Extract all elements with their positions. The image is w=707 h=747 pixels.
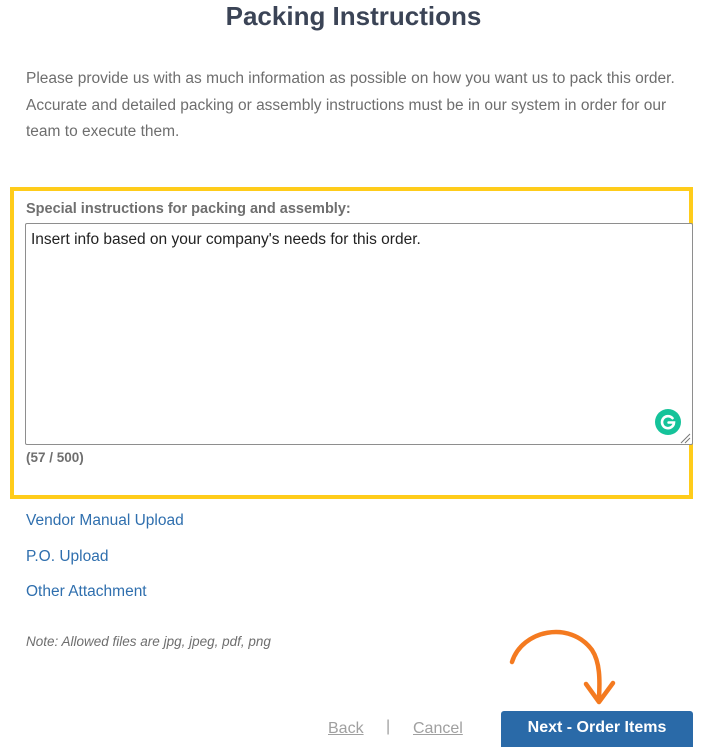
link-separator: | [386,718,391,735]
other-attachment-link[interactable]: Other Attachment [26,583,147,600]
resize-handle-icon[interactable] [679,431,691,443]
page-title: Packing Instructions [225,1,482,31]
instructions-textarea[interactable] [25,223,693,445]
curved-arrow-icon [500,620,640,710]
grammarly-icon[interactable] [655,409,681,435]
instructions-label: Special instructions for packing and assembly: [26,201,351,217]
character-counter: (57 / 500) [26,450,84,465]
next-order-items-button[interactable]: Next - Order Items [501,711,693,747]
vendor-manual-upload-link[interactable]: Vendor Manual Upload [26,512,184,529]
intro-text: Please provide us with as much information as possible on how you want us to pack this order. Accurate and detailed packing or assembly instructions must be in our system in order for our team to execute them. [26,70,675,140]
allowed-files-note: Note: Allowed files are jpg, jpeg, pdf, png [26,634,271,649]
cancel-link[interactable]: Cancel [413,720,463,737]
back-link[interactable]: Back [328,720,364,737]
po-upload-link[interactable]: P.O. Upload [26,548,109,565]
